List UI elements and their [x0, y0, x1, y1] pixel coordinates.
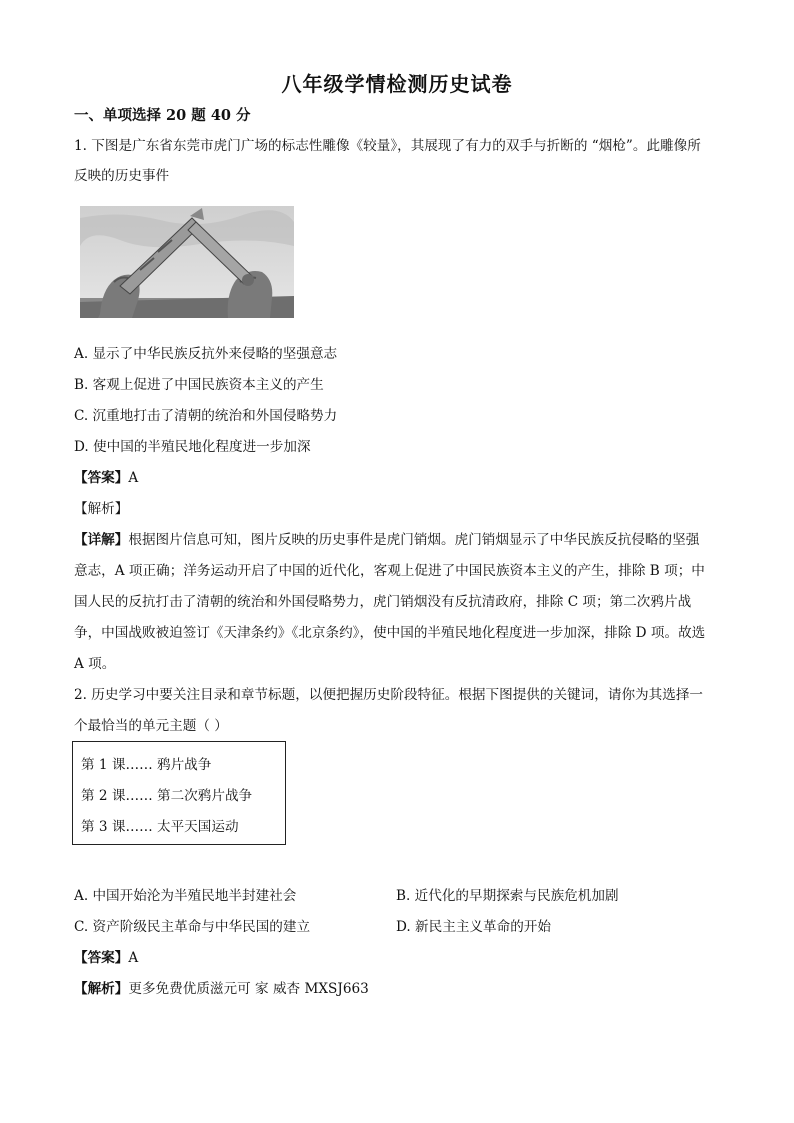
- q1-option-d: D. 使中国的半殖民地化程度进一步加深: [74, 439, 311, 455]
- detail-tag: 【详解】: [74, 532, 129, 548]
- q1-option-a: A. 显示了中华民族反抗外来侵略的坚强意志: [74, 346, 338, 362]
- q1-answer: [74, 466, 138, 486]
- q1-detail-line-1: [74, 528, 699, 548]
- q2-option-d: D. 新民主主义革命的开始: [396, 919, 551, 935]
- q2-option-b: B. 近代化的早期探索与民族危机加剧: [396, 888, 619, 904]
- q1-option-c: C. 沉重地打击了清朝的统治和外国侵略势力: [74, 408, 338, 424]
- q2-stem-line-1: 2. 历史学习中要关注目录和章节标题，以便把握历史阶段特征。根据下图提供的关键词，请你为其选择一: [74, 687, 704, 703]
- q1-stem-line-1: 1. 下图是广东省东莞市虎门广场的标志性雕像《较量》，其展现了有力的双手与折断的 “烟枪”。此雕像所: [74, 138, 701, 154]
- q2-answer: [74, 946, 138, 966]
- q1-option-b: B. 客观上促进了中国民族资本主义的产生: [74, 377, 324, 393]
- q1-analysis-tag: 【解析】: [74, 501, 129, 517]
- detail-text: 根据图片信息可知，图片反映的历史事件是虎门销烟。虎门销烟显示了中华民族反抗侵略的坚强: [128, 532, 700, 548]
- q1-detail-line-4: 争，中国战败被迫签订《天津条约》《北京条约》，使中国的半殖民地化程度进一步加深，排除 D 项。故选: [74, 625, 706, 641]
- answer-tag: 【答案】: [74, 950, 129, 966]
- analysis-tag: 【解析】: [74, 981, 129, 997]
- q1-stem-line-2: 反映的历史事件: [74, 168, 170, 184]
- q2-stem-line-2: 个最恰当的单元主题（ ）: [74, 718, 228, 734]
- answer-value: A: [128, 470, 139, 486]
- q1-detail-line-2: 意志，A 项正确；洋务运动开启了中国的近代化，客观上促进了中国民族资本主义的产生，排除 B 项；中: [74, 563, 705, 579]
- analysis-text: 更多免费优质滋元可 家 威杏 MXSJ663: [128, 981, 369, 997]
- keyword-box: [72, 741, 286, 845]
- q2-analysis: [74, 977, 369, 997]
- sculpture-photo: [80, 206, 294, 318]
- answer-value: A: [128, 950, 139, 966]
- document-title: 八年级学情检测历史试卷: [281, 72, 513, 96]
- q1-detail-line-3: 国人民的反抗打击了清朝的统治和外国侵略势力，虎门销烟没有反抗清政府，排除 C 项；第二次鸦片战: [74, 594, 692, 610]
- q2-option-c: C. 资产阶级民主革命与中华民国的建立: [74, 919, 311, 935]
- keyword-row-3: 第 3 课…… 太平天国运动: [81, 819, 239, 835]
- section-heading: 一、单项选择 20 题 40 分: [74, 107, 251, 124]
- keyword-row-1: 第 1 课…… 鸦片战争: [81, 757, 212, 773]
- keyword-row-2: 第 2 课…… 第二次鸦片战争: [81, 788, 253, 804]
- q1-detail-line-5: A 项。: [74, 656, 116, 672]
- answer-tag: 【答案】: [74, 470, 129, 486]
- q2-option-a: A. 中国开始沦为半殖民地半封建社会: [74, 888, 297, 904]
